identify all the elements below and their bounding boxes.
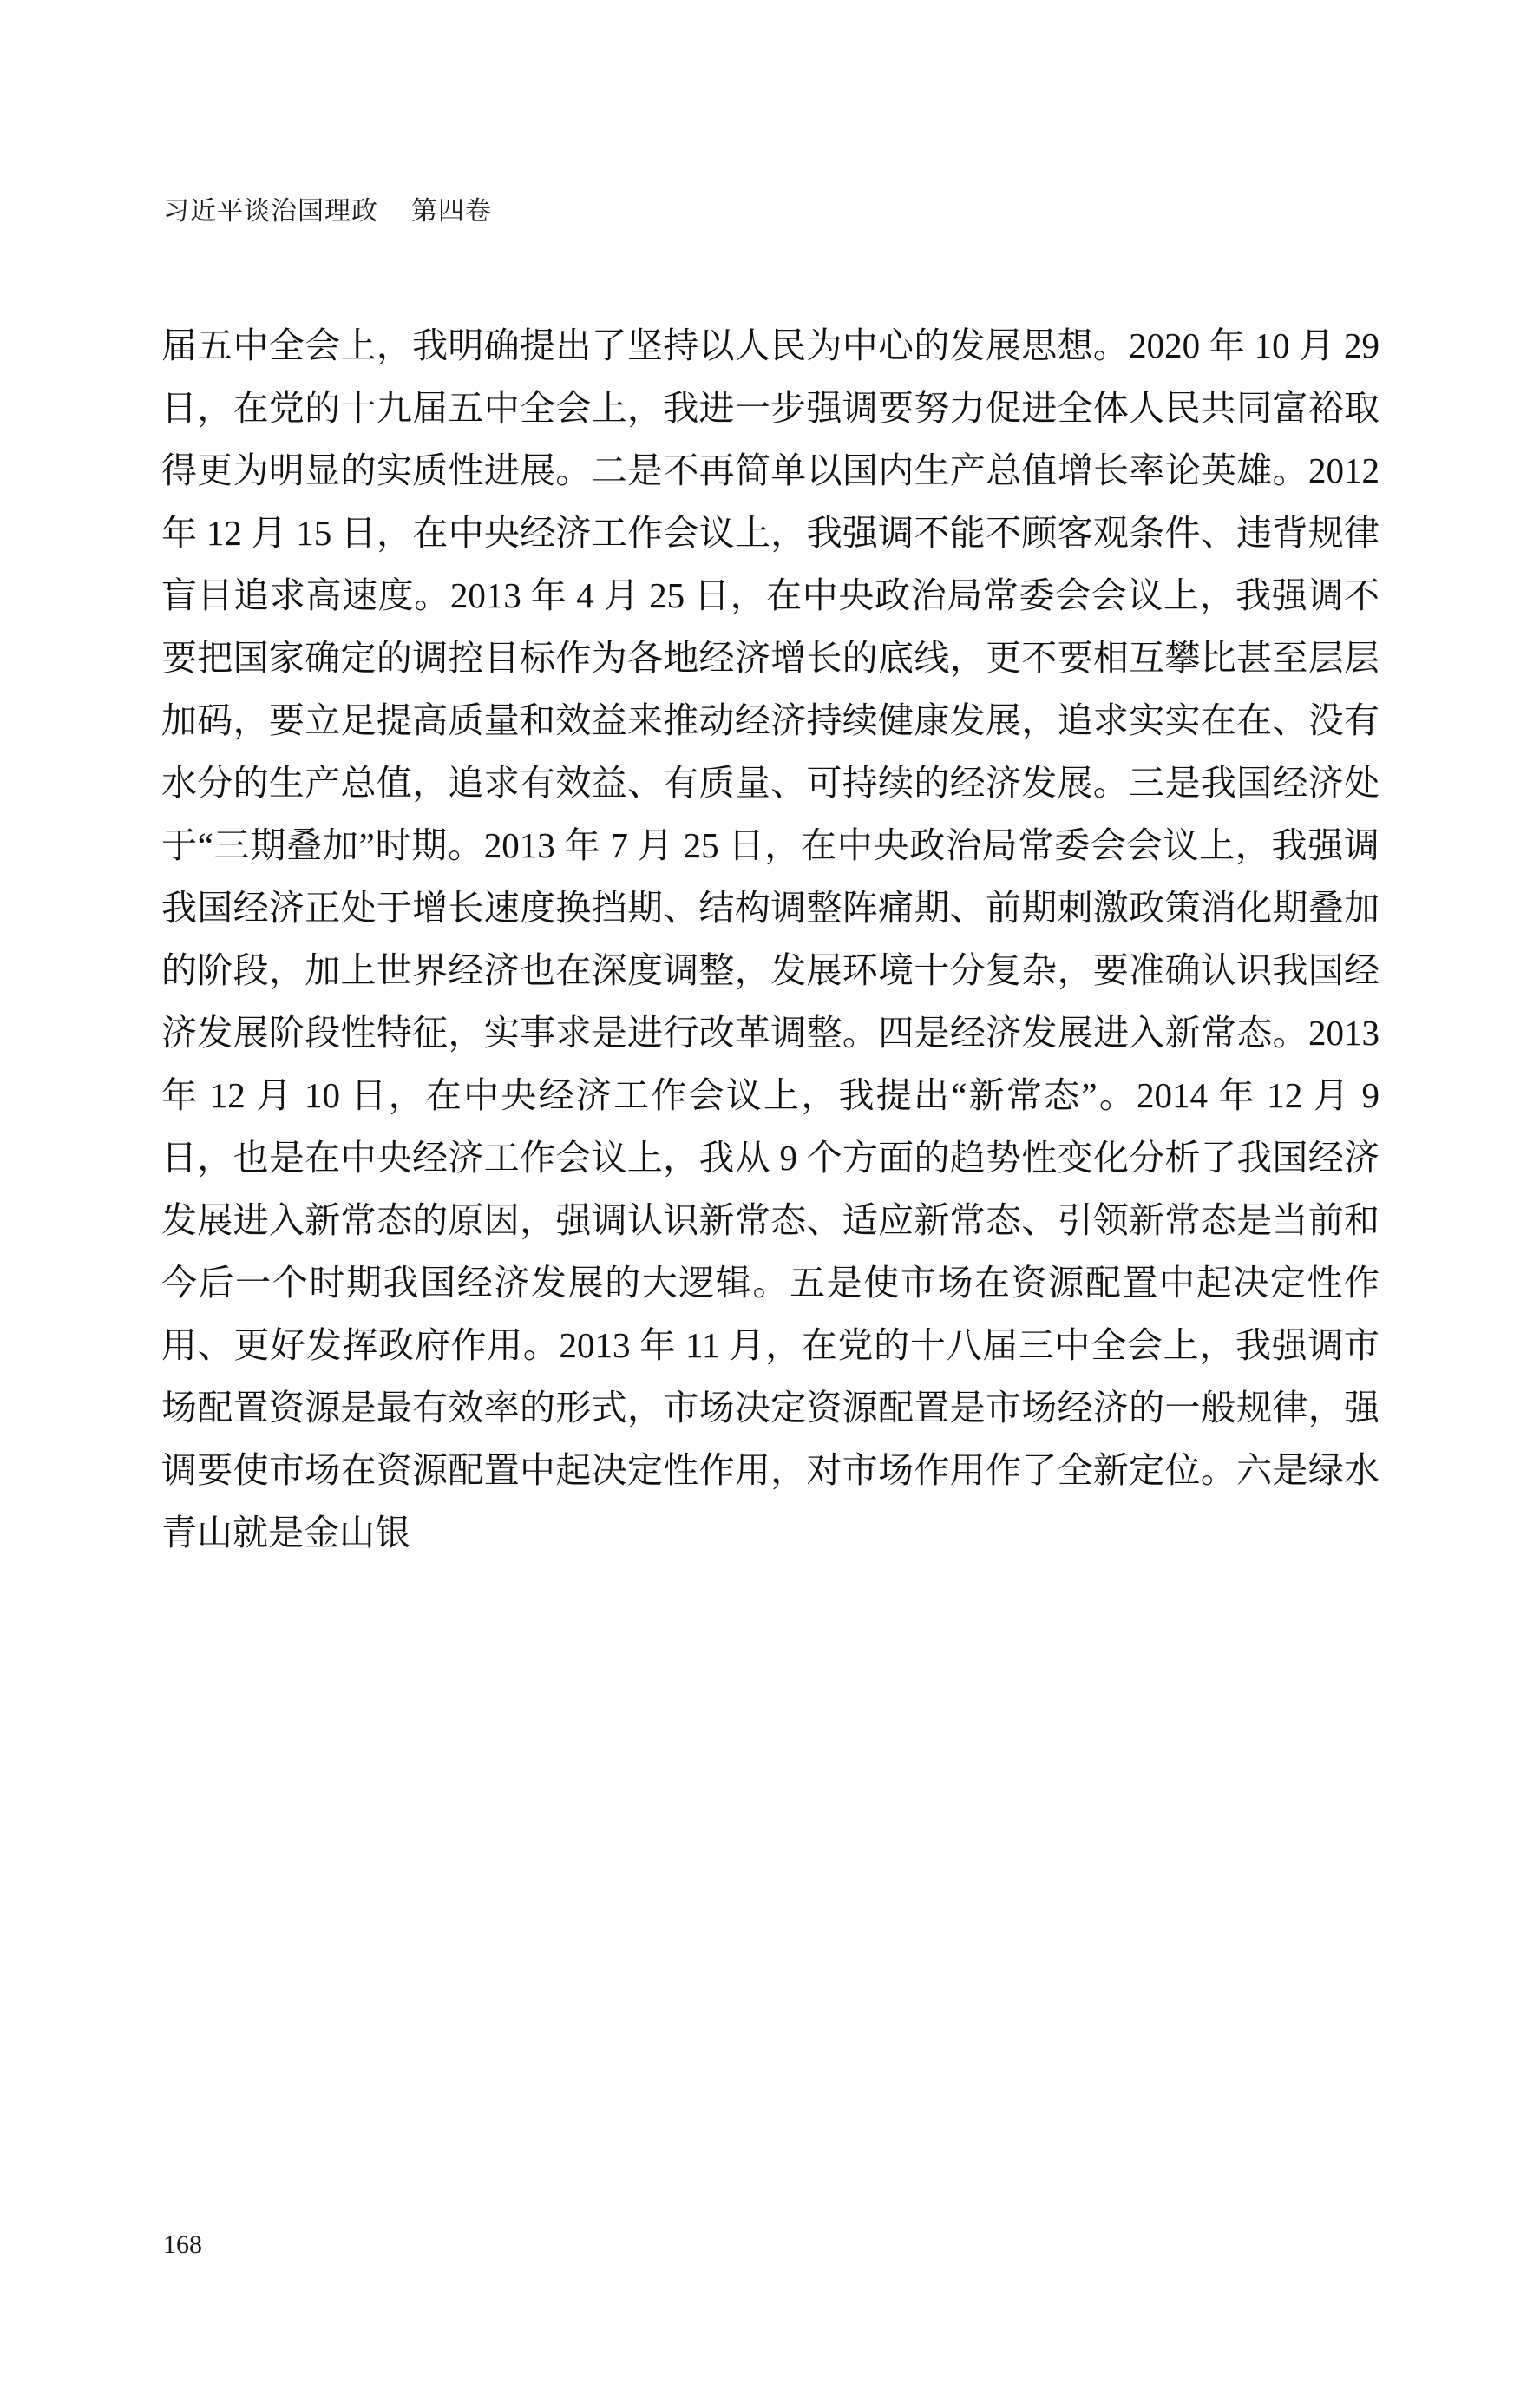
page-body	[161, 314, 1379, 1564]
running-head-title: 习近平谈治国理政	[163, 197, 378, 226]
running-head-volume: 第四卷	[411, 197, 492, 226]
body-paragraph: 届五中全会上，我明确提出了坚持以人民为中心的发展思想。2020 年 10 月 29 日，在党的十九届五中全会上，我进一步强调要努力促进全体人民共同富裕取得更为明显的实质性进展。二是不再简单以国内生产总值增长率论英雄。2012 年 12 月 15 日，在中央经济工作会议上，我强调不能不顾客观条件、违背规律盲目追求高速度。2013 年 4 月 25 日，在中央政治局常委会会议上，我强调不要把国家确定的调控目标作为各地经济增长的底线，更不要相互攀比甚至层层加码，要立足提高质量和效益来推动经济持续健康发展，追求实实在在、没有水分的生产总值，追求有效益、有质量、可持续的经济发展。三是我国经济处于“三期叠加”时期。2013 年 7 月 25 日，在中央政治局常委会会议上，我强调我国经济正处于增长速度换挡期、结构调整阵痛期、前期刺激政策消化期叠加的阶段，加上世界经济也在深度调整，发展环境十分复杂，要准确认识我国经济发展阶段性特征，实事求是进行改革调整。四是经济发展进入新常态。2013 年 12 月 10 日，在中央经济工作会议上，我提出“新常态”。2014 年 12 月 9 日，也是在中央经济工作会议上，我从 9 个方面的趋势性变化分析了我国经济发展进入新常态的原因，强调认识新常态、适应新常态、引领新常态是当前和今后一个时期我国经济发展的大逻辑。五是使市场在资源配置中起决定性作用、更好发挥政府作用。2013 年 11 月，在党的十八届三中全会上，我强调市场配置资源是最有效率的形式，市场决定资源配置是市场经济的一般规律，强调要使市场在资源配置中起决定性作用，对市场作用作了全新定位。六是绿水青山就是金山银	[161, 325, 1379, 1553]
running-head	[163, 189, 492, 227]
page-number: 168	[163, 2230, 202, 2259]
